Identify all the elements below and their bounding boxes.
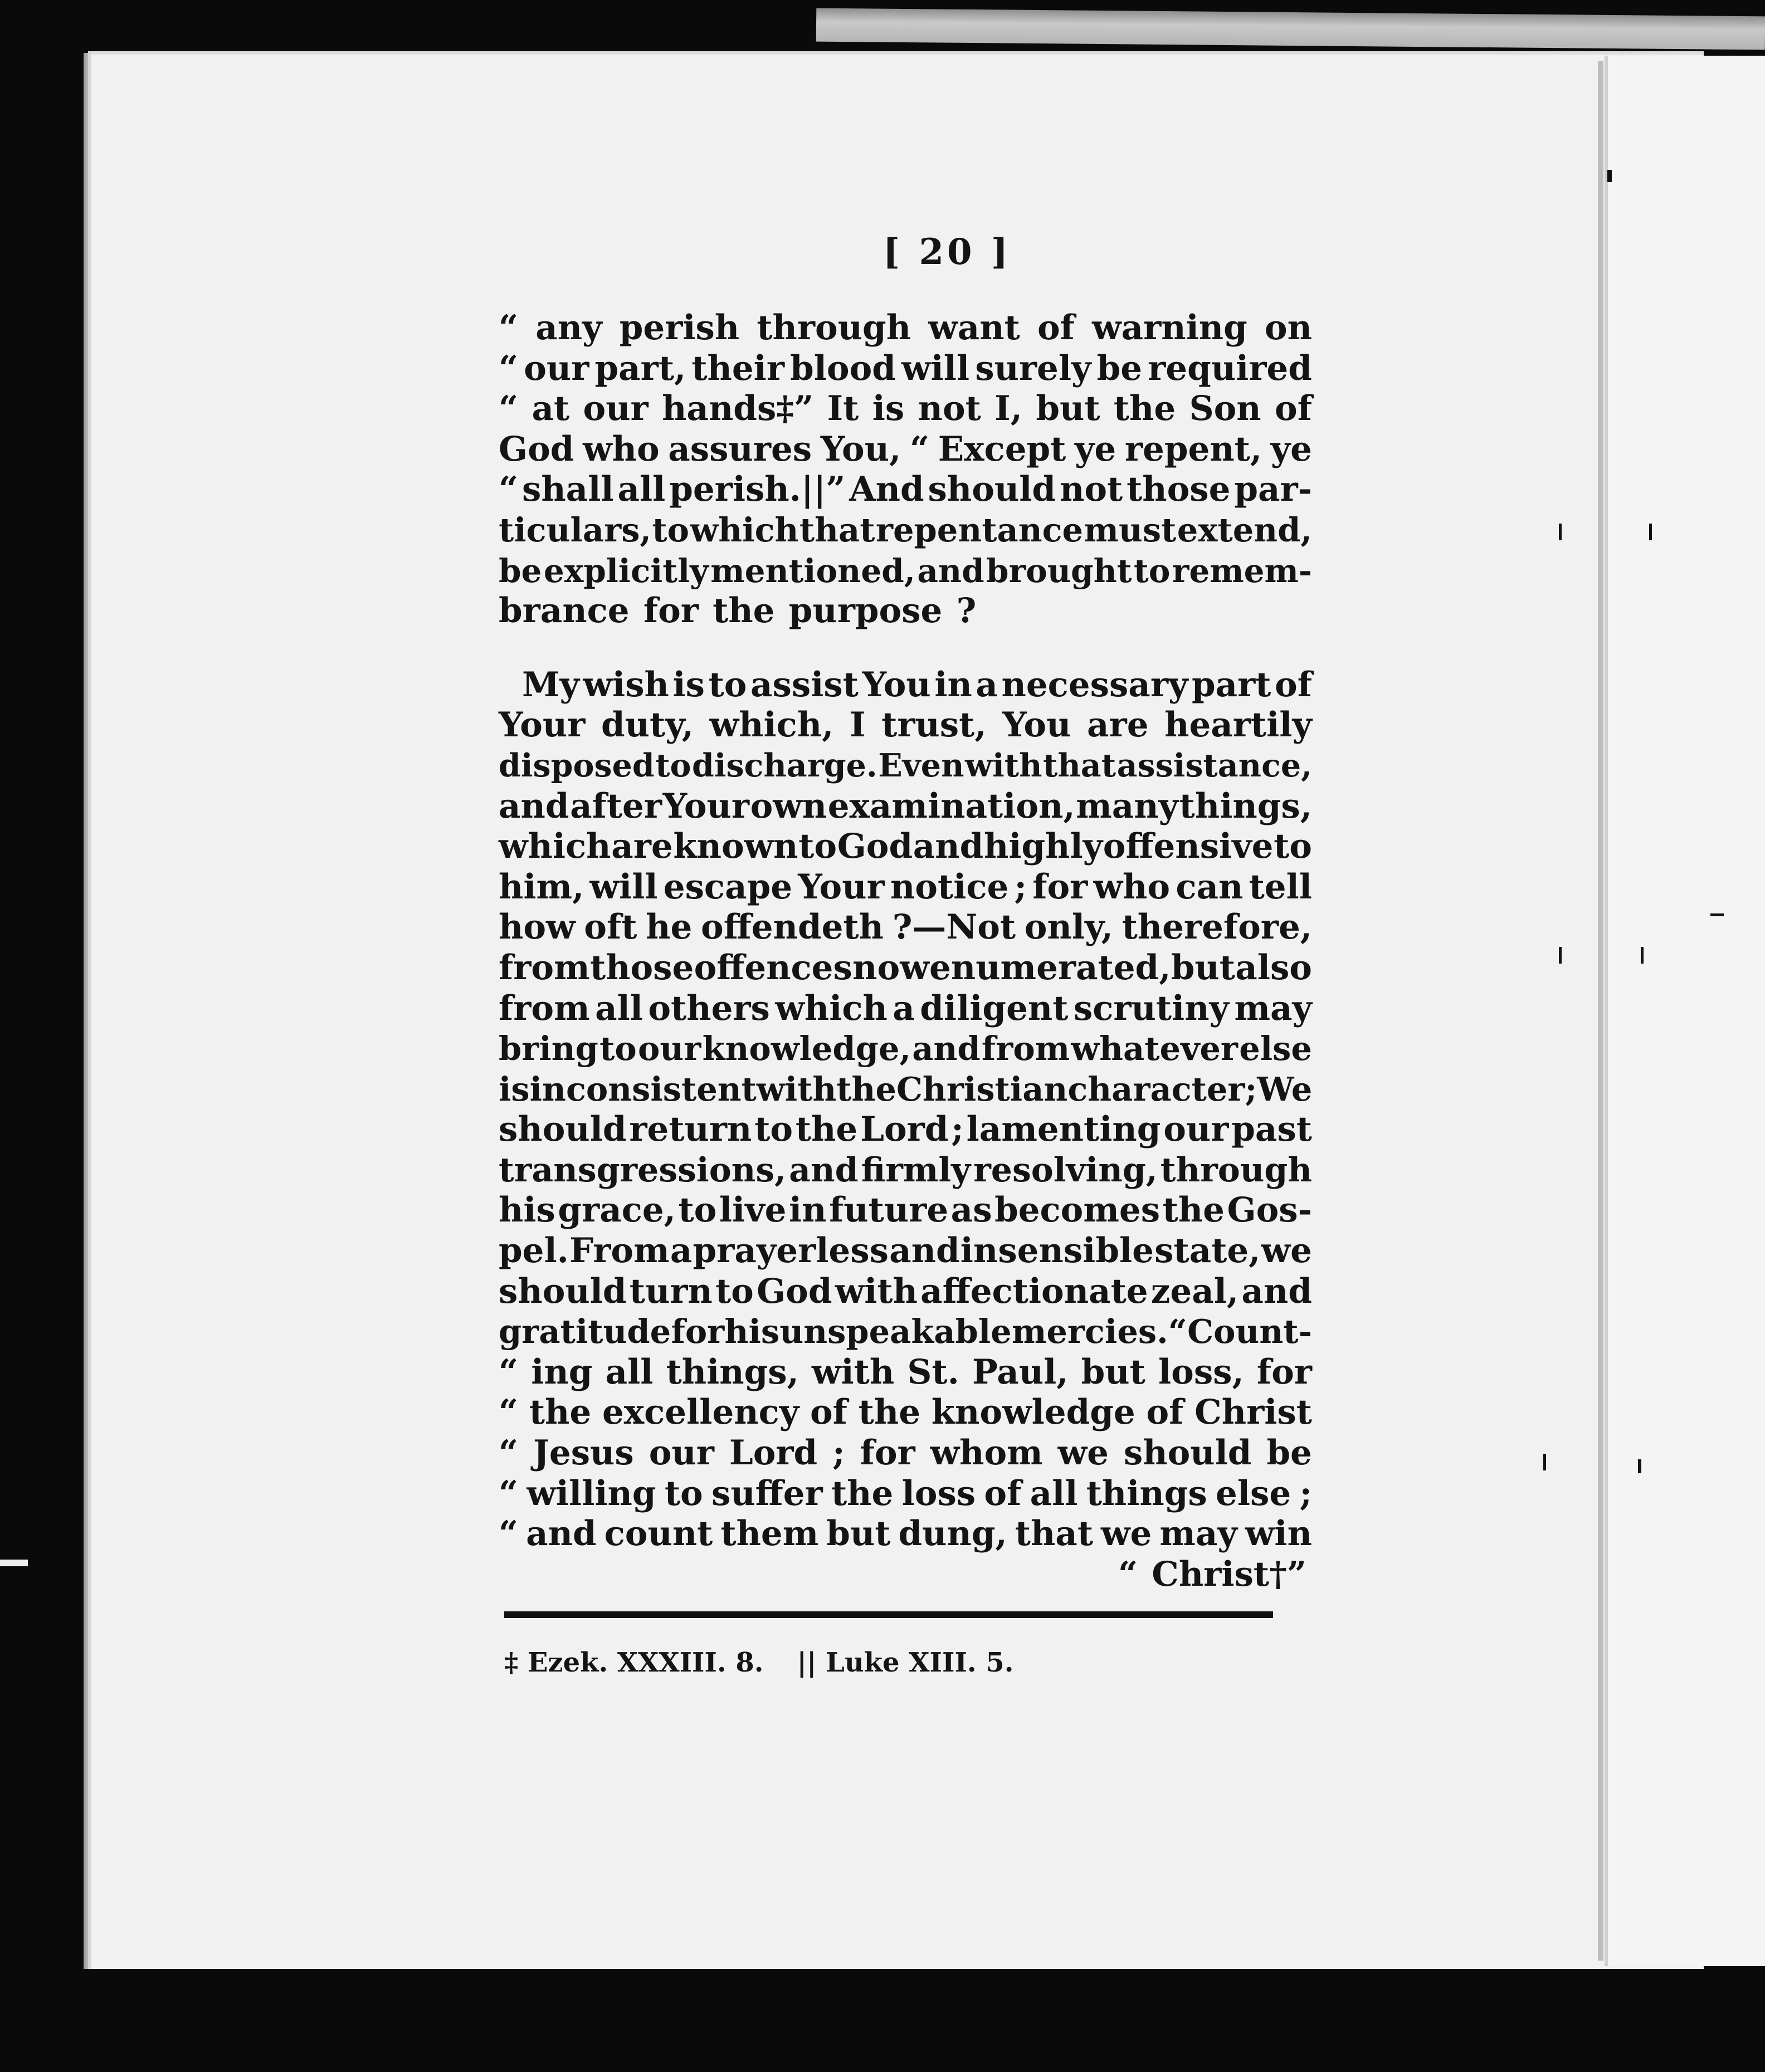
text-line: My wish is to assist You in a necessary part of <box>522 664 1312 705</box>
text-line: from all others which a diligent scrutiny may <box>499 988 1312 1028</box>
text-line: “ our part, their blood will surely be required <box>499 348 1312 388</box>
scan-top-edge <box>816 8 1765 50</box>
text-line: and after Your own examination, many things, <box>499 786 1312 826</box>
text-line: bring to our knowledge, and from whatever else <box>499 1029 1312 1068</box>
text-line: brance for the purpose ? <box>499 591 977 631</box>
text-line: “ Christ†” <box>1118 1554 1306 1594</box>
ink-speck <box>1649 524 1652 540</box>
text-line: should turn to God with affectionate zeal, and <box>499 1271 1312 1311</box>
text-line: pel. From a prayerless and insensible state, we <box>499 1231 1312 1271</box>
ink-speck <box>1559 524 1562 540</box>
text-line: Your duty, which, I trust, You are heartily <box>499 705 1312 745</box>
text-line: “ any perish through want of warning on <box>499 308 1312 348</box>
text-line: “ shall all perish.||” And should not those par- <box>499 470 1312 510</box>
paragraph-1 <box>499 308 1312 632</box>
paragraph-2 <box>499 665 1312 1595</box>
text-line: how oft he offendeth ?—Not only, therefore, <box>499 907 1312 947</box>
text-line: him, will escape Your notice ; for who can tell <box>499 867 1312 907</box>
text-line: be explicitly mentioned, and brought to remem- <box>499 551 1312 590</box>
facing-page-edge <box>1605 56 1765 1966</box>
page-text <box>499 231 1312 1678</box>
page-number: [ 20 ] <box>882 231 1012 273</box>
footnote: || Luke XIII. 5. <box>797 1647 1014 1679</box>
text-line: disposed to discharge. Even with that assistance, <box>499 746 1312 784</box>
text-line: ticulars, to which that repentance must extend, <box>499 510 1312 549</box>
text-line: “ ing all things, with St. Paul, but loss, for <box>499 1352 1312 1392</box>
text-line: should return to the Lord ; lamenting our past <box>499 1110 1312 1150</box>
ink-speck <box>1607 170 1612 182</box>
footnote-rule <box>504 1611 1273 1618</box>
ink-speck <box>1710 913 1724 916</box>
ink-speck <box>1543 1454 1546 1470</box>
text-line: “ the excellency of the knowledge of Christ <box>499 1392 1312 1433</box>
scan-bottom-border <box>0 1969 1765 2072</box>
ink-speck <box>0 1560 28 1566</box>
ink-speck <box>1559 947 1562 964</box>
text-line: God who assures You, “ Except ye repent, ye <box>499 429 1312 469</box>
text-line: “ and count them but dung, that we may win <box>499 1514 1312 1554</box>
text-line: “ at our hands‡” It is not I, but the Son of <box>499 389 1312 429</box>
text-line: which are known to God and highly offensive to <box>499 827 1312 867</box>
text-line: gratitude for his unspeakable mercies. “ Count- <box>499 1312 1312 1351</box>
page-fold <box>1598 61 1603 1961</box>
text-line: from those offences now enumerated, but also <box>499 947 1312 988</box>
ink-speck <box>1641 947 1644 964</box>
footnotes <box>499 1647 1312 1678</box>
footnote: ‡ Ezek. XXXIII. 8. <box>504 1647 764 1679</box>
ink-speck <box>1638 1459 1641 1473</box>
text-line: “ Jesus our Lord ; for whom we should be <box>499 1433 1312 1473</box>
text-line: transgressions, and firmly resolving, through <box>499 1150 1312 1190</box>
text-line: “ willing to suffer the loss of all things else ; <box>499 1473 1312 1513</box>
text-line: is inconsistent with the Christian character ; We <box>499 1069 1313 1108</box>
text-line: his grace, to live in future as becomes the Gos- <box>499 1190 1312 1230</box>
